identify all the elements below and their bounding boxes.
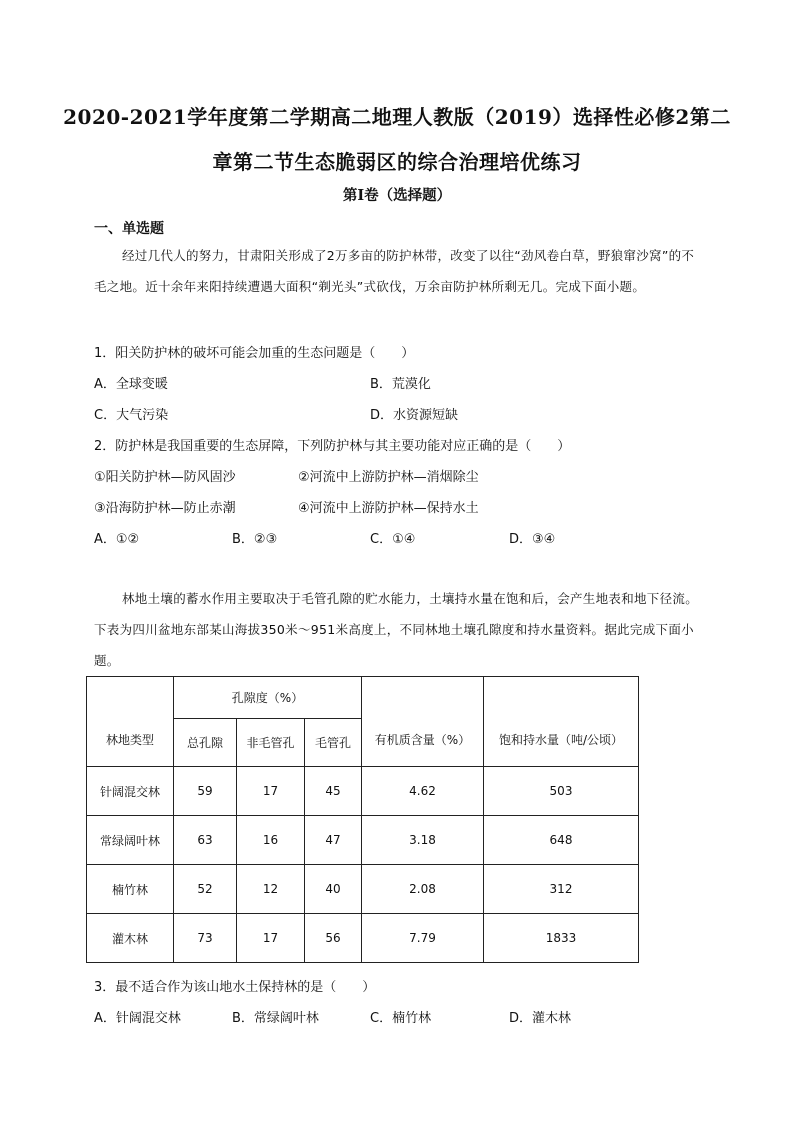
- header-saturated-water: 饱和持水量（吨/公顷）: [484, 677, 639, 767]
- question-2-item-4: ④河流中上游防护林—保持水土: [298, 501, 479, 516]
- question-2-item-3: ③沿海防护林—防止赤潮: [94, 501, 236, 516]
- cell-water: 312: [484, 865, 639, 914]
- question-2-option-c[interactable]: C．①④: [370, 532, 416, 547]
- document-title-line-1: 2020-2021学年度第二学期高二地理人教版（2019）选择性必修2第二: [63, 105, 731, 129]
- question-3-option-a[interactable]: A．针阔混交林: [94, 1011, 181, 1026]
- cell-forest-type: 楠竹林: [87, 865, 174, 914]
- cell-forest-type: 常绿阔叶林: [87, 816, 174, 865]
- question-3-option-b[interactable]: B．常绿阔叶林: [232, 1011, 319, 1026]
- question-1-option-c[interactable]: C．大气污染: [94, 408, 169, 423]
- cell-total: 73: [174, 914, 237, 963]
- question-1-option-a[interactable]: A．全球变暖: [94, 377, 168, 392]
- cell-capillary: 45: [305, 767, 362, 816]
- cell-non-capillary: 12: [237, 865, 305, 914]
- volume-heading: 第I卷（选择题）: [342, 187, 452, 204]
- cell-capillary: 56: [305, 914, 362, 963]
- header-forest-type: 林地类型: [87, 677, 174, 767]
- soil-data-table: [86, 676, 639, 963]
- cell-forest-type: 灌木林: [87, 914, 174, 963]
- cell-forest-type: 针阔混交林: [87, 767, 174, 816]
- cell-water: 503: [484, 767, 639, 816]
- question-1-option-b[interactable]: B．荒漠化: [370, 377, 431, 392]
- question-2-option-b[interactable]: B．②③: [232, 532, 278, 547]
- cell-water: 648: [484, 816, 639, 865]
- cell-non-capillary: 16: [237, 816, 305, 865]
- cell-capillary: 40: [305, 865, 362, 914]
- cell-organic: 3.18: [362, 816, 484, 865]
- cell-non-capillary: 17: [237, 767, 305, 816]
- cell-capillary: 47: [305, 816, 362, 865]
- cell-total: 52: [174, 865, 237, 914]
- passage-1: 经过几代人的努力，甘肃阳关形成了2万多亩的防护林带，改变了以往“劲风卷白草，野狼窜沙窝”的不毛之地。近十余年来阳持续遭遇大面积“剃光头”式砍伐，万余亩防护林所剩无几。完成下面小题。: [94, 248, 695, 294]
- passage-2: 林地土壤的蓄水作用主要取决于毛管孔隙的贮水能力，土壤持水量在饱和后，会产生地表和地下径流。下表为四川盆地东部某山海拔350米～951米高度上，不同林地土壤孔隙度和持水量资料。据此完成下面小题。: [94, 591, 699, 668]
- table-row: [87, 914, 639, 963]
- cell-organic: 7.79: [362, 914, 484, 963]
- cell-water: 1833: [484, 914, 639, 963]
- question-3-option-c[interactable]: C．楠竹林: [370, 1011, 432, 1026]
- header-capillary: 毛管孔: [305, 719, 362, 767]
- question-1-stem: 1．阳关防护林的破坏可能会加重的生态问题是（ ）: [94, 346, 415, 361]
- question-2-option-d[interactable]: D．③④: [509, 532, 556, 547]
- table-row: [87, 816, 639, 865]
- cell-organic: 4.62: [362, 767, 484, 816]
- header-total-porosity: 总孔隙: [174, 719, 237, 767]
- question-2-option-a[interactable]: A．①②: [94, 532, 140, 547]
- section-heading: 一、单选题: [94, 221, 164, 237]
- question-2-item-2: ②河流中上游防护林—消烟除尘: [298, 470, 479, 485]
- cell-total: 59: [174, 767, 237, 816]
- document-title-line-2: 章第二节生态脆弱区的综合治理培优练习: [212, 150, 582, 174]
- question-3-option-d[interactable]: D．灌木林: [509, 1011, 572, 1026]
- cell-organic: 2.08: [362, 865, 484, 914]
- header-non-capillary: 非毛管孔: [237, 719, 305, 767]
- question-1-option-d[interactable]: D．水资源短缺: [370, 408, 459, 423]
- question-2-stem: 2．防护林是我国重要的生态屏障，下列防护林与其主要功能对应正确的是（ ）: [94, 439, 571, 454]
- cell-total: 63: [174, 816, 237, 865]
- table-row: [87, 767, 639, 816]
- header-porosity-group: 孔隙度（%）: [174, 677, 362, 719]
- question-2-item-1: ①阳关防护林—防风固沙: [94, 470, 236, 485]
- table-row: [87, 865, 639, 914]
- table-header-row-1: [87, 677, 639, 719]
- header-organic-matter: 有机质含量（%）: [362, 677, 484, 767]
- cell-non-capillary: 17: [237, 914, 305, 963]
- question-3-stem: 3．最不适合作为该山地水土保持林的是（ ）: [94, 980, 376, 995]
